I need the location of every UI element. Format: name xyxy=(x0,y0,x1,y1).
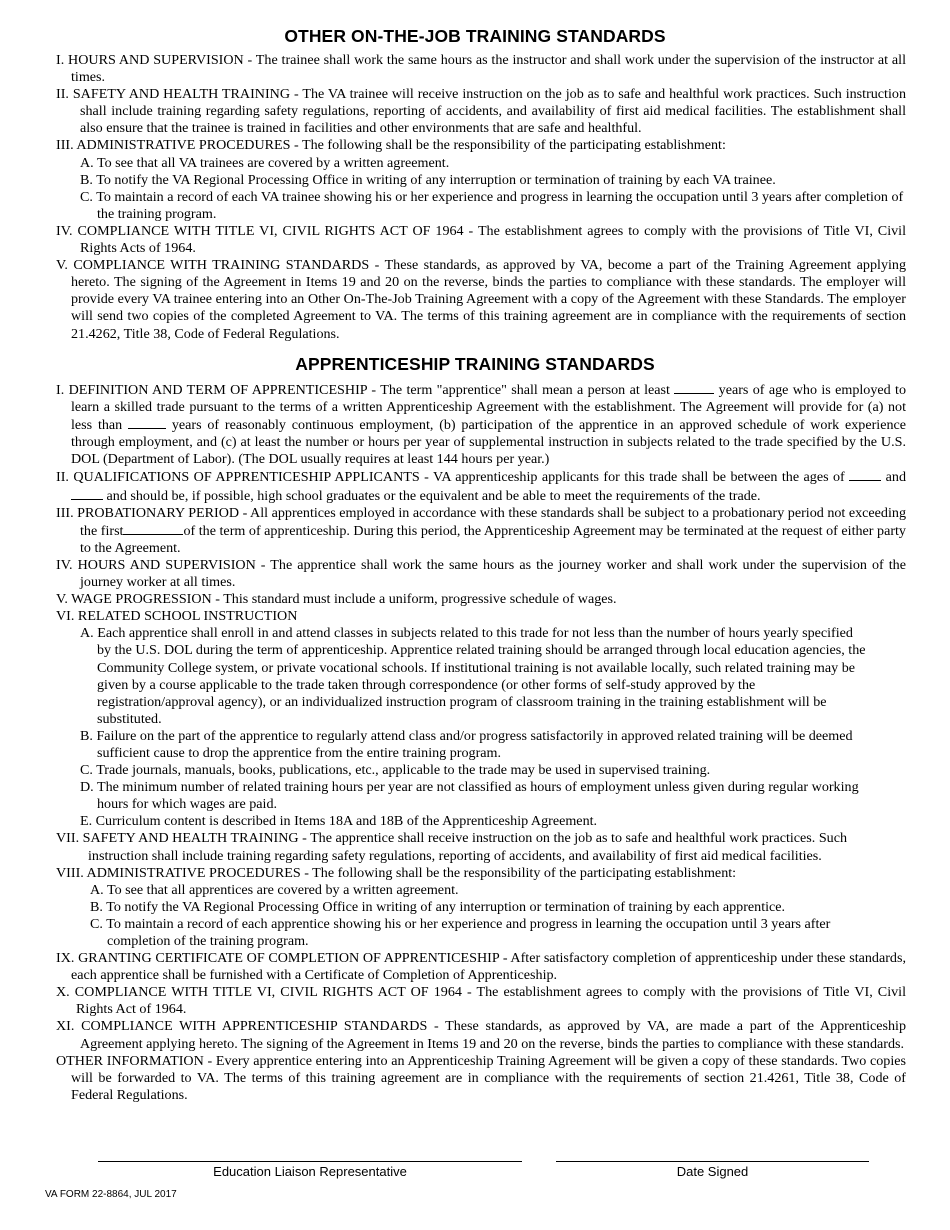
instruction-item-a: A. Each apprentice shall enroll in and attend classes in subjects related to this trade for not less than the number of hours yearly specified by the U.S. DOL during the term of apprenticeship. Apprentice related training should be arranged through local education agencies, the Community College system, or private vocational schools. If institutional training is not available locally, such related training may be given by a course applicable to the trade taken through correspondence (or other forms of self-study approved by the registration/approval agency), or an individualized instruction program of classroom training in the training establishment will be substituted. xyxy=(80,625,866,727)
date-signed-label: Date Signed xyxy=(676,1164,749,1179)
apprentice-item-wage-progression: V. WAGE PROGRESSION - This standard must include a uniform, progressive schedule of wages. xyxy=(56,591,617,608)
age-to-blank[interactable] xyxy=(71,487,103,500)
apprentice-item-probationary: III. PROBATIONARY PERIOD - All apprentices employed in accordance with these standards shall be subject to a probationary period not exceeding the first of the term of apprenticeship. During this period, the Apprenticeship Agreement may be terminated at the request of either party to the Agreement. xyxy=(56,504,906,556)
ojt-item-civil-rights: IV. COMPLIANCE WITH TITLE VI, CIVIL RIGHTS ACT OF 1964 - The establishment agrees to comply with the provisions of Title VI, Civil Rights Acts of 1964. xyxy=(56,222,906,257)
apprenticeship-standards-section xyxy=(56,381,906,1104)
ojt-item-safety-health: II. SAFETY AND HEALTH TRAINING - The VA trainee will receive instruction on the job as to safe and healthful work practices. Such instruction shall include training regarding safety regulations, reporting of accidents, and availability of first aid medical facilities. The establishment shall also ensure that the trainee is trained in facilities and other environments that are safe and healthful. xyxy=(56,86,906,137)
date-signed-line[interactable] xyxy=(556,1161,869,1162)
apprentice-item-standards-compliance: XI. COMPLIANCE WITH APPRENTICESHIP STANDARDS - These standards, as approved by VA, are made a part of the Apprenticeship Agreement applying hereto. The signing of the Agreement in Items 19 and 20 on the reverse, binds the parties to compliance with these standards. xyxy=(56,1018,906,1052)
ojt-admin-item-c: C. To maintain a record of each VA trainee showing his or her experience and progress in learning the occupation until 3 years after completion of the training program. xyxy=(80,188,904,222)
apprentice-item-certificate: IX. GRANTING CERTIFICATE OF COMPLETION OF APPRENTICESHIP - After satisfactory completion of apprenticeship under these standards, each apprentice shall be furnished with a Certificate of Completion of Apprenticeship. xyxy=(56,950,906,984)
age-from-blank[interactable] xyxy=(849,468,881,481)
apprentice-item-admin-procedures: VIII. ADMINISTRATIVE PROCEDURES - The following shall be the responsibility of the participating establishment: xyxy=(56,864,737,881)
ojt-standards-title: OTHER ON-THE-JOB TRAINING STANDARDS xyxy=(284,26,666,46)
apprentice-item-safety-health: VII. SAFETY AND HEALTH TRAINING - The apprentice shall receive instruction on the job as to safe and healthful work practices. Such instruction shall include training regarding safety regulations, reporting of accidents, and availability of first aid medical facilities. xyxy=(56,830,848,864)
ojt-admin-item-a: A. To see that all VA trainees are covered by a written agreement. xyxy=(80,154,450,171)
apprentice-item-hours-supervision: IV. HOURS AND SUPERVISION - The apprentice shall work the same hours as the journey worker and shall work under the supervision of the journey worker at all times. xyxy=(56,556,906,591)
instruction-item-e: E. Curriculum content is described in Items 18A and 18B of the Apprenticeship Agreement. xyxy=(80,813,598,830)
apprentice-admin-item-b: B. To notify the VA Regional Processing Office in writing of any interruption or termination of training by each apprentice. xyxy=(90,898,786,915)
ojt-item-hours-supervision: I. HOURS AND SUPERVISION - The trainee shall work the same hours as the instructor and shall work under the supervision of the instructor at all times. xyxy=(56,52,906,86)
apprentice-admin-item-a: A. To see that all apprentices are covered by a written agreement. xyxy=(90,881,459,898)
apprenticeship-standards-title: APPRENTICESHIP TRAINING STANDARDS xyxy=(295,354,655,374)
instruction-item-c: C. Trade journals, manuals, books, publications, etc., applicable to the trade may be used in supervised training. xyxy=(80,762,711,779)
ojt-standards-section xyxy=(56,52,906,343)
instruction-item-d: D. The minimum number of related training hours per year are not classified as hours of employment unless given during regular working hours for which wages are paid. xyxy=(80,779,859,813)
probationary-period-blank[interactable] xyxy=(123,522,183,535)
liaison-signature-line[interactable] xyxy=(98,1161,522,1162)
apprentice-other-information: OTHER INFORMATION - Every apprentice entering into an Apprenticeship Training Agreement will be given a copy of these standards. Two copies will be forwarded to VA. The terms of this training agreement are in compliance with the requirements of section 21.4261, Title 38, Code of Federal Regulations. xyxy=(56,1052,906,1103)
apprentice-item-related-instruction: VI. RELATED SCHOOL INSTRUCTION xyxy=(56,608,298,625)
minimum-age-blank[interactable] xyxy=(674,381,714,394)
apprentice-item-qualifications: II. QUALIFICATIONS OF APPRENTICESHIP APPLICANTS - VA apprenticeship applicants for this trade shall be between the ages of and and should be, if possible, high school graduates or the equivalent and be able to meet the requirements of the trade. xyxy=(56,469,906,504)
instruction-item-b: B. Failure on the part of the apprentice to regularly attend class and/or progress satisfactorily in approved related training will be deemed sufficient cause to drop the apprentice from the entire training program. xyxy=(80,727,853,761)
form-number: VA FORM 22-8864, JUL 2017 xyxy=(45,1189,177,1200)
years-employment-blank[interactable] xyxy=(128,416,166,429)
apprentice-item-civil-rights: X. COMPLIANCE WITH TITLE VI, CIVIL RIGHTS ACT OF 1964 - The establishment agrees to comply with the provisions of Title VI, Civil Rights Act of 1964. xyxy=(56,984,906,1018)
ojt-item-training-standards: V. COMPLIANCE WITH TRAINING STANDARDS - These standards, as approved by VA, become a part of the Training Agreement applying hereto. The signing of the Agreement in Items 19 and 20 on the reverse, binds the parties to compliance with these standards. The employer will provide every VA trainee entering into an Other On-The-Job Training Agreement with a copy of the Agreement with these Standards. The employer will send two copies of the completed Agreement to VA. The terms of this training agreement are in compliance with the requirements of section 21.4262, Title 38, Code of Federal Regulations. xyxy=(56,257,906,342)
ojt-admin-item-b: B. To notify the VA Regional Processing Office in writing of any interruption or termination of training by each VA trainee. xyxy=(80,171,776,188)
liaison-signature-label: Education Liaison Representative xyxy=(213,1164,407,1179)
ojt-item-admin-procedures: III. ADMINISTRATIVE PROCEDURES - The following shall be the responsibility of the participating establishment: xyxy=(56,137,726,154)
apprentice-item-definition: I. DEFINITION AND TERM OF APPRENTICESHIP - The term "apprentice" shall mean a person at least years of age who is employed to learn a skilled trade pursuant to the terms of a written Apprenticeship Agreement with the establishment. The Agreement will provide for (a) not less than years of reasonably continuous employment, (b) participation of the apprentice in an approved schedule of work experience through employment, and (c) at least the number or hours per year of supplemental instruction in subjects related to the trade specified by the U.S. DOL (Department of Labor). (The DOL usually requires at least 144 hours per year.) xyxy=(56,382,907,468)
apprentice-admin-item-c: C. To maintain a record of each apprentice showing his or her experience and progress in learning the occupation until 3 years after completion of the training program. xyxy=(90,915,831,949)
